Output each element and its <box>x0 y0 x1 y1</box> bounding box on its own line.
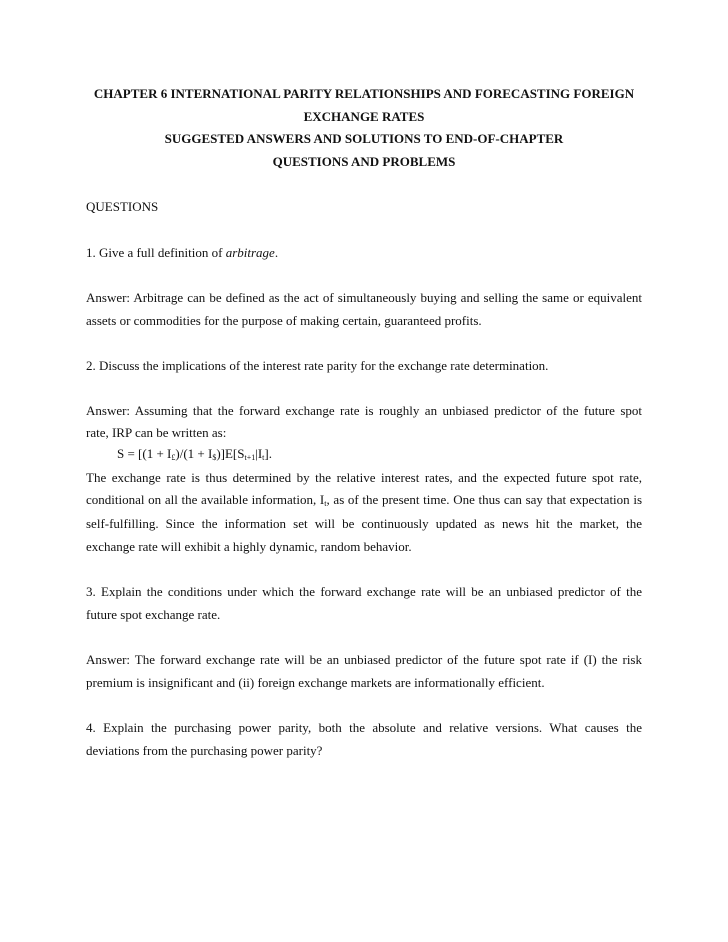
formula-part: ]. <box>264 446 272 461</box>
question-4-line-1: 4. Explain the purchasing power parity, both the absolute and relative versions. What causes the <box>86 720 642 735</box>
section-label: QUESTIONS <box>86 199 159 214</box>
formula-part: |I <box>255 446 263 461</box>
formula-subscript: £ <box>171 453 176 462</box>
formula-part: S = [(1 + I <box>117 446 172 461</box>
answer-3-line-2: premium is insignificant and (ii) foreign exchange markets are informationally efficient. <box>86 675 545 690</box>
answer-2-line-4-part: conditional on all the available information, I <box>86 492 325 507</box>
question-1-suffix: . <box>274 245 279 260</box>
question-1 <box>86 245 278 261</box>
subtitle-line-2: QUESTIONS AND PROBLEMS <box>272 154 456 169</box>
answer-3-line-1: Answer: The forward exchange rate will be an unbiased predictor of the future spot rate if (I) the risk <box>86 652 642 667</box>
chapter-title-line-1: CHAPTER 6 INTERNATIONAL PARITY RELATIONSHIPS AND FORECASTING FOREIGN <box>93 86 635 101</box>
information-set-subscript: t <box>324 499 327 508</box>
chapter-title-line-2: EXCHANGE RATES <box>303 109 425 124</box>
formula-part: )/(1 + I <box>175 446 213 461</box>
formula-subscript: t <box>262 453 265 462</box>
formula-subscript: $ <box>212 453 217 462</box>
answer-2-line-3: The exchange rate is thus determined by the relative interest rates, and the expected future spot rate, <box>86 470 642 485</box>
answer-2-line-5: self-fulfilling. Since the information set will be continuously updated as news hit the market, the <box>86 516 642 531</box>
irp-formula <box>117 446 272 462</box>
answer-2-line-4 <box>86 492 642 508</box>
answer-1-line-2: assets or commodities for the purpose of making certain, guaranteed profits. <box>86 313 482 328</box>
answer-2-line-2: rate, IRP can be written as: <box>86 425 227 440</box>
question-3-line-1: 3. Explain the conditions under which the forward exchange rate will be an unbiased predictor of the <box>86 584 642 599</box>
answer-2-line-1: Answer: Assuming that the forward exchange rate is roughly an unbiased predictor of the future spot <box>86 403 642 418</box>
formula-subscript: t+1 <box>244 453 256 462</box>
question-4-line-2: deviations from the purchasing power parity? <box>86 743 323 758</box>
question-1-term: arbitrage <box>225 245 275 260</box>
question-1-prefix: 1. Give a full definition of <box>86 245 226 260</box>
answer-1-line-1: Answer: Arbitrage can be defined as the act of simultaneously buying and selling the same or equivalent <box>86 290 642 305</box>
question-3-line-2: future spot exchange rate. <box>86 607 221 622</box>
question-2: 2. Discuss the implications of the interest rate parity for the exchange rate determination. <box>86 358 549 373</box>
subtitle-line-1: SUGGESTED ANSWERS AND SOLUTIONS TO END-OF-CHAPTER <box>164 131 564 146</box>
answer-2-line-6: exchange rate will exhibit a highly dynamic, random behavior. <box>86 539 412 554</box>
formula-part: )]E[S <box>216 446 245 461</box>
answer-2-line-4-part: , as of the present time. One thus can say that expectation is <box>326 492 642 507</box>
